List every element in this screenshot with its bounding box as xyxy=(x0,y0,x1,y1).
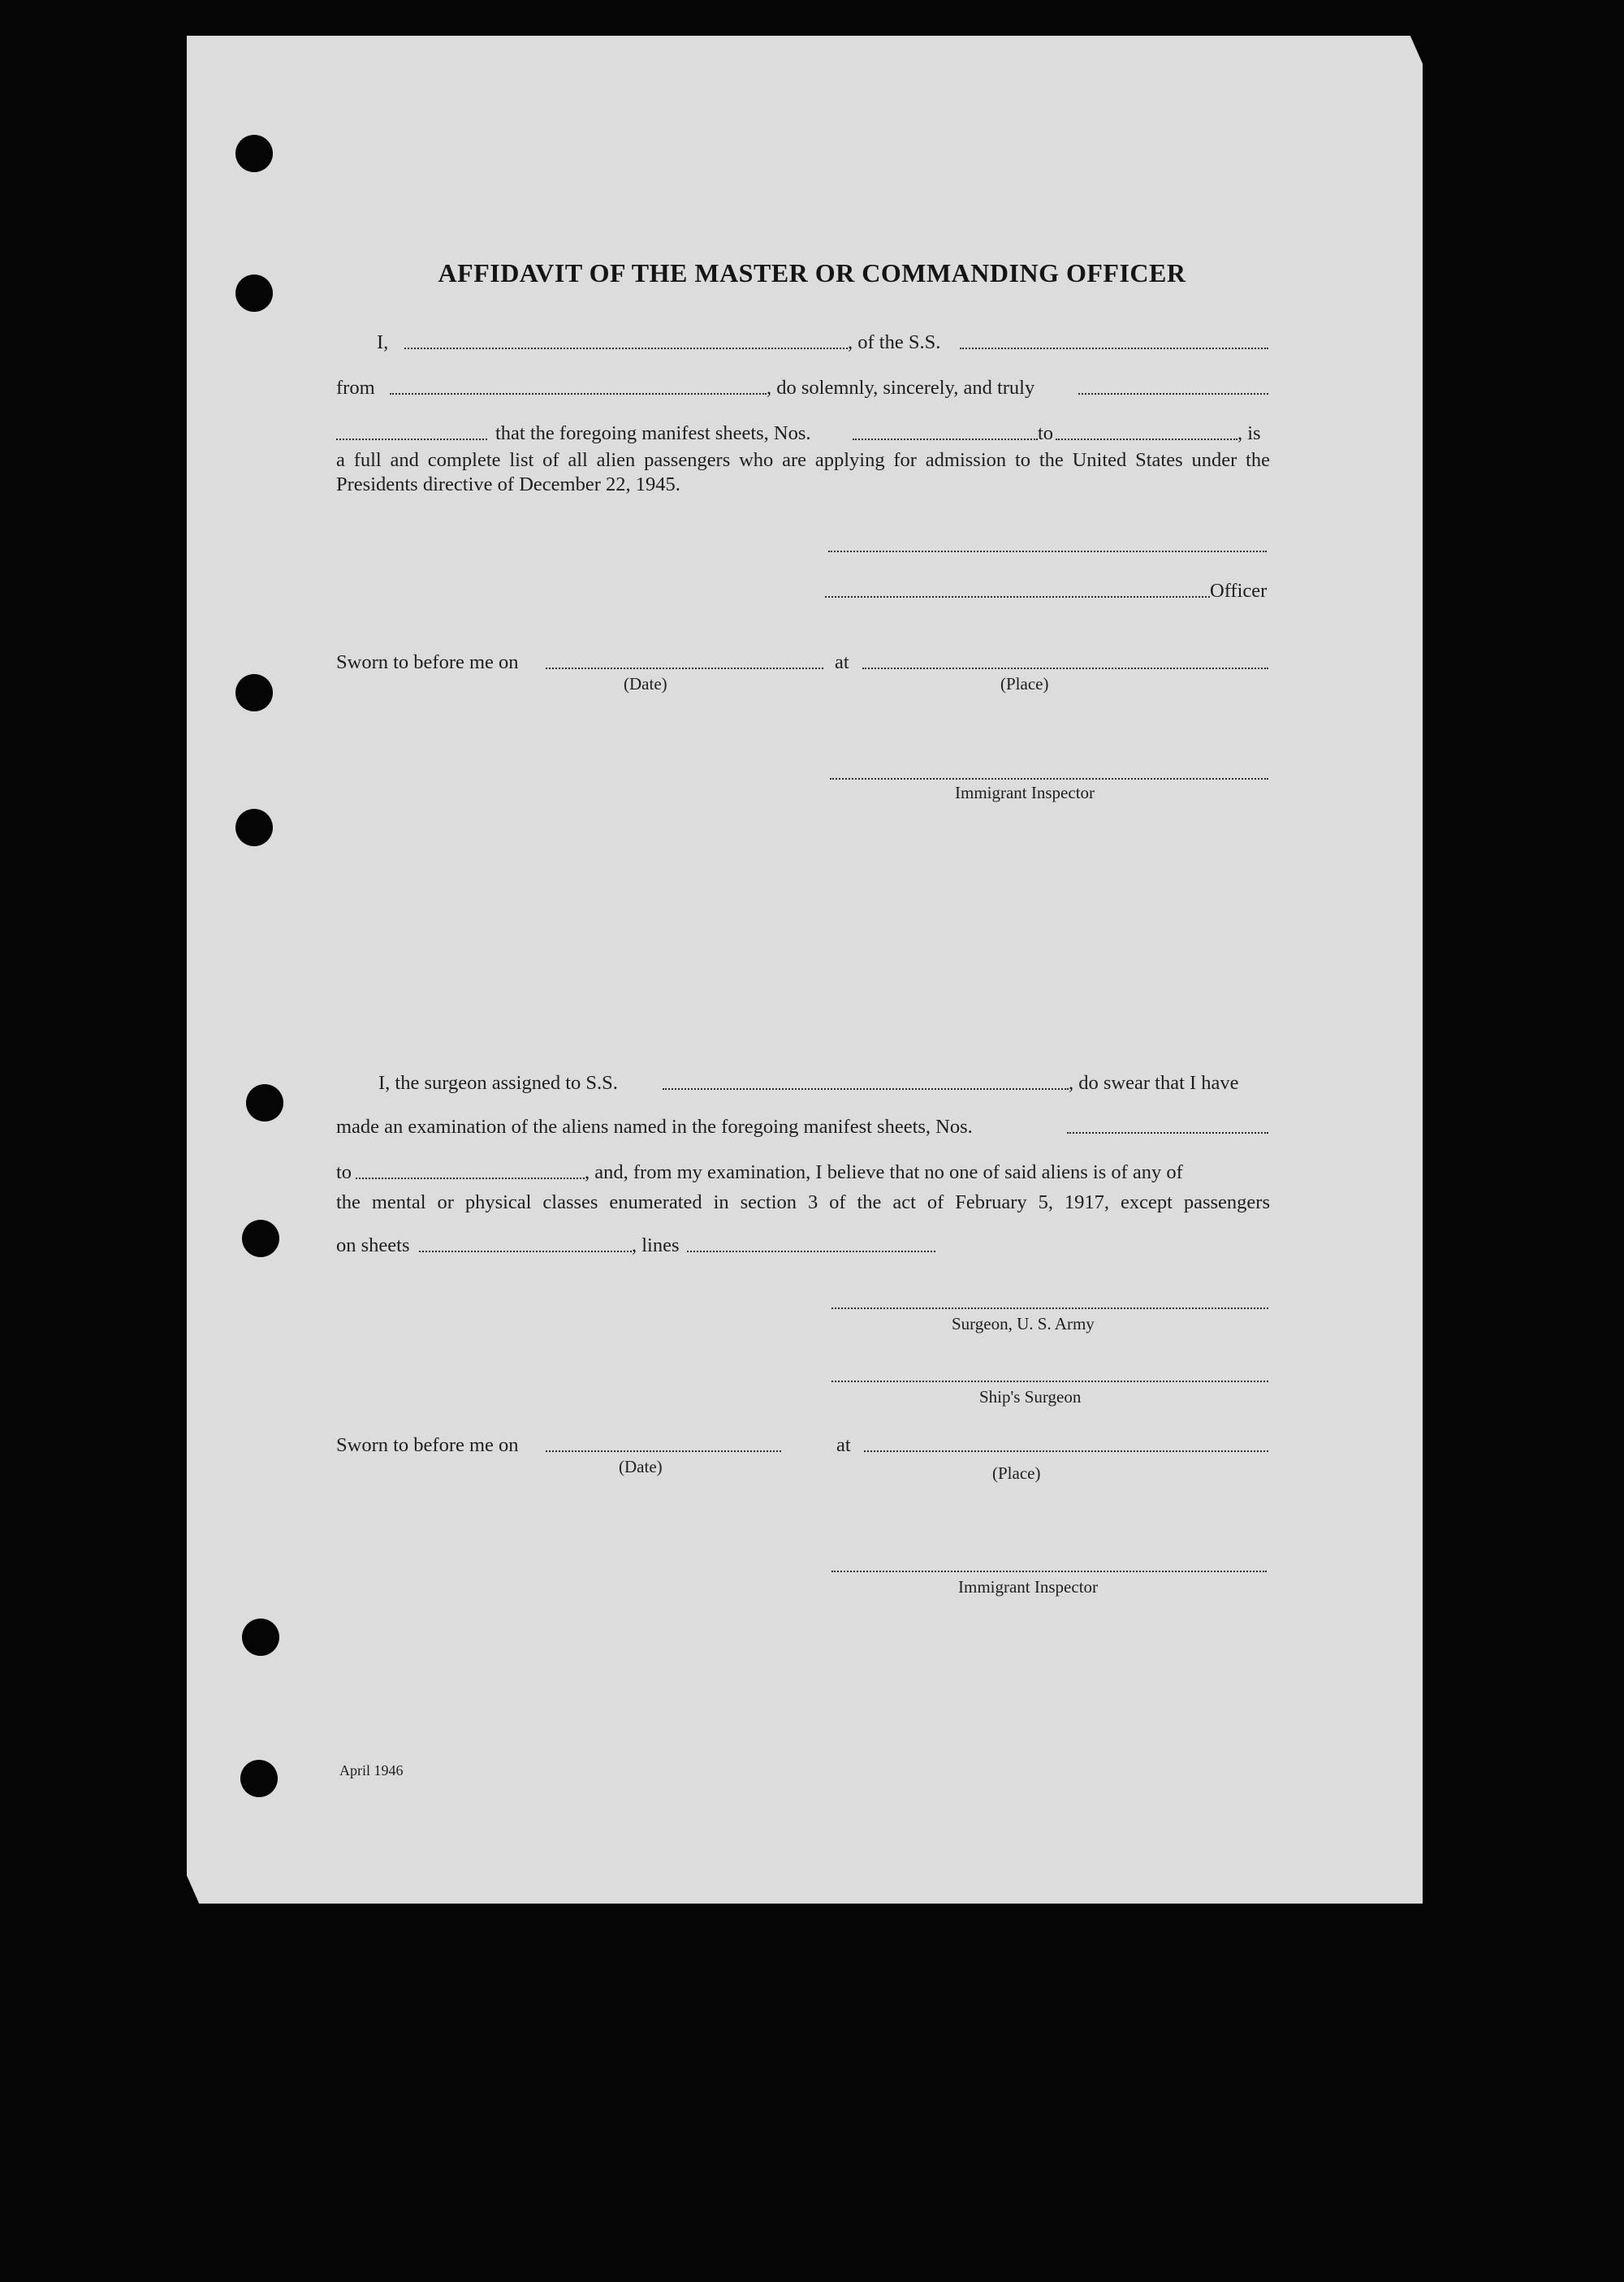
ships-surgeon-signature-field[interactable] xyxy=(831,1381,1268,1382)
master-signature-field[interactable] xyxy=(828,551,1267,552)
surgeon-at-label: at xyxy=(836,1434,851,1456)
surgeon-place-field[interactable] xyxy=(864,1450,1268,1452)
punch-hole xyxy=(242,1619,279,1656)
officer-signature-field[interactable] xyxy=(825,596,1210,598)
mental-classes-text: the mental or physical classes enumerated in section 3 of the act of February 5, 1917, except passengers xyxy=(336,1191,1270,1213)
master-at-label: at xyxy=(835,651,849,673)
master-inspector-label: Immigrant Inspector xyxy=(955,783,1095,802)
ships-surgeon-label: Ship's Surgeon xyxy=(979,1387,1082,1407)
punch-hole xyxy=(235,135,273,172)
believe-label: , and, from my examination, I believe that no one of said aliens is of any of xyxy=(585,1161,1183,1183)
surgeon-inspector-signature-field[interactable] xyxy=(831,1571,1267,1572)
surgeon-to-label: to xyxy=(336,1161,352,1183)
swear-affirm-field[interactable] xyxy=(336,439,487,440)
made-exam-label: made an examination of the aliens named in the foregoing manifest sheets, Nos. xyxy=(336,1116,973,1138)
form-sheet xyxy=(187,36,1423,1904)
form-title: AFFIDAVIT OF THE MASTER OR COMMANDING OFFICER xyxy=(438,258,1186,287)
punch-hole xyxy=(235,674,273,711)
surgeon-place-caption: (Place) xyxy=(992,1463,1041,1483)
master-inspector-signature-field[interactable] xyxy=(830,778,1268,780)
exam-sheets-to-field[interactable] xyxy=(356,1178,585,1179)
is-label: , is xyxy=(1237,422,1261,444)
master-date-caption: (Date) xyxy=(624,674,667,694)
army-surgeon-signature-field[interactable] xyxy=(831,1307,1268,1309)
surgeon-date-caption: (Date) xyxy=(619,1457,663,1476)
punch-hole xyxy=(240,1760,278,1797)
master-i-label: I, xyxy=(377,331,389,353)
swear-label: , do swear that I have xyxy=(1069,1072,1239,1094)
master-sworn-label: Sworn to before me on xyxy=(336,651,519,673)
surgeon-ship-field[interactable] xyxy=(663,1088,1069,1090)
surgeon-date-field[interactable] xyxy=(546,1450,781,1452)
surgeon-sworn-label: Sworn to before me on xyxy=(336,1434,519,1456)
full-list-text: a full and complete list of all alien passengers who are applying for admission to the United States under the Presidents directive of December 22, 1945. xyxy=(336,449,1270,495)
master-place-caption: (Place) xyxy=(1000,674,1049,694)
oath-field[interactable] xyxy=(1078,393,1268,395)
master-date-field[interactable] xyxy=(546,668,823,669)
form-date-footer: April 1946 xyxy=(339,1762,404,1778)
surgeon-assigned-label: I, the surgeon assigned to S.S. xyxy=(378,1072,618,1094)
except-lines-field[interactable] xyxy=(687,1251,935,1252)
exam-sheets-from-field[interactable] xyxy=(1067,1132,1268,1134)
on-sheets-label: on sheets xyxy=(336,1234,410,1256)
ship-name-field[interactable] xyxy=(960,348,1268,349)
officer-label: Officer xyxy=(1210,580,1268,602)
to-label: to xyxy=(1038,422,1054,444)
punch-hole xyxy=(242,1220,279,1257)
foregoing-sheets-label: that the foregoing manifest sheets, Nos. xyxy=(495,422,811,444)
except-sheets-field[interactable] xyxy=(419,1251,632,1252)
punch-hole xyxy=(246,1084,283,1122)
master-name-field[interactable] xyxy=(404,348,848,349)
master-place-field[interactable] xyxy=(862,668,1268,669)
punch-hole xyxy=(235,809,273,846)
lines-label: , lines xyxy=(632,1234,680,1256)
of-the-ss-label: , of the S.S. xyxy=(848,331,941,353)
sheet-to-field[interactable] xyxy=(1056,439,1237,440)
from-port-field[interactable] xyxy=(390,393,767,395)
solemnly-label: , do solemnly, sincerely, and truly xyxy=(767,377,1035,399)
surgeon-inspector-label: Immigrant Inspector xyxy=(958,1577,1099,1597)
from-label: from xyxy=(336,377,375,399)
sheet-from-field[interactable] xyxy=(853,439,1038,440)
army-surgeon-label: Surgeon, U. S. Army xyxy=(952,1314,1095,1333)
